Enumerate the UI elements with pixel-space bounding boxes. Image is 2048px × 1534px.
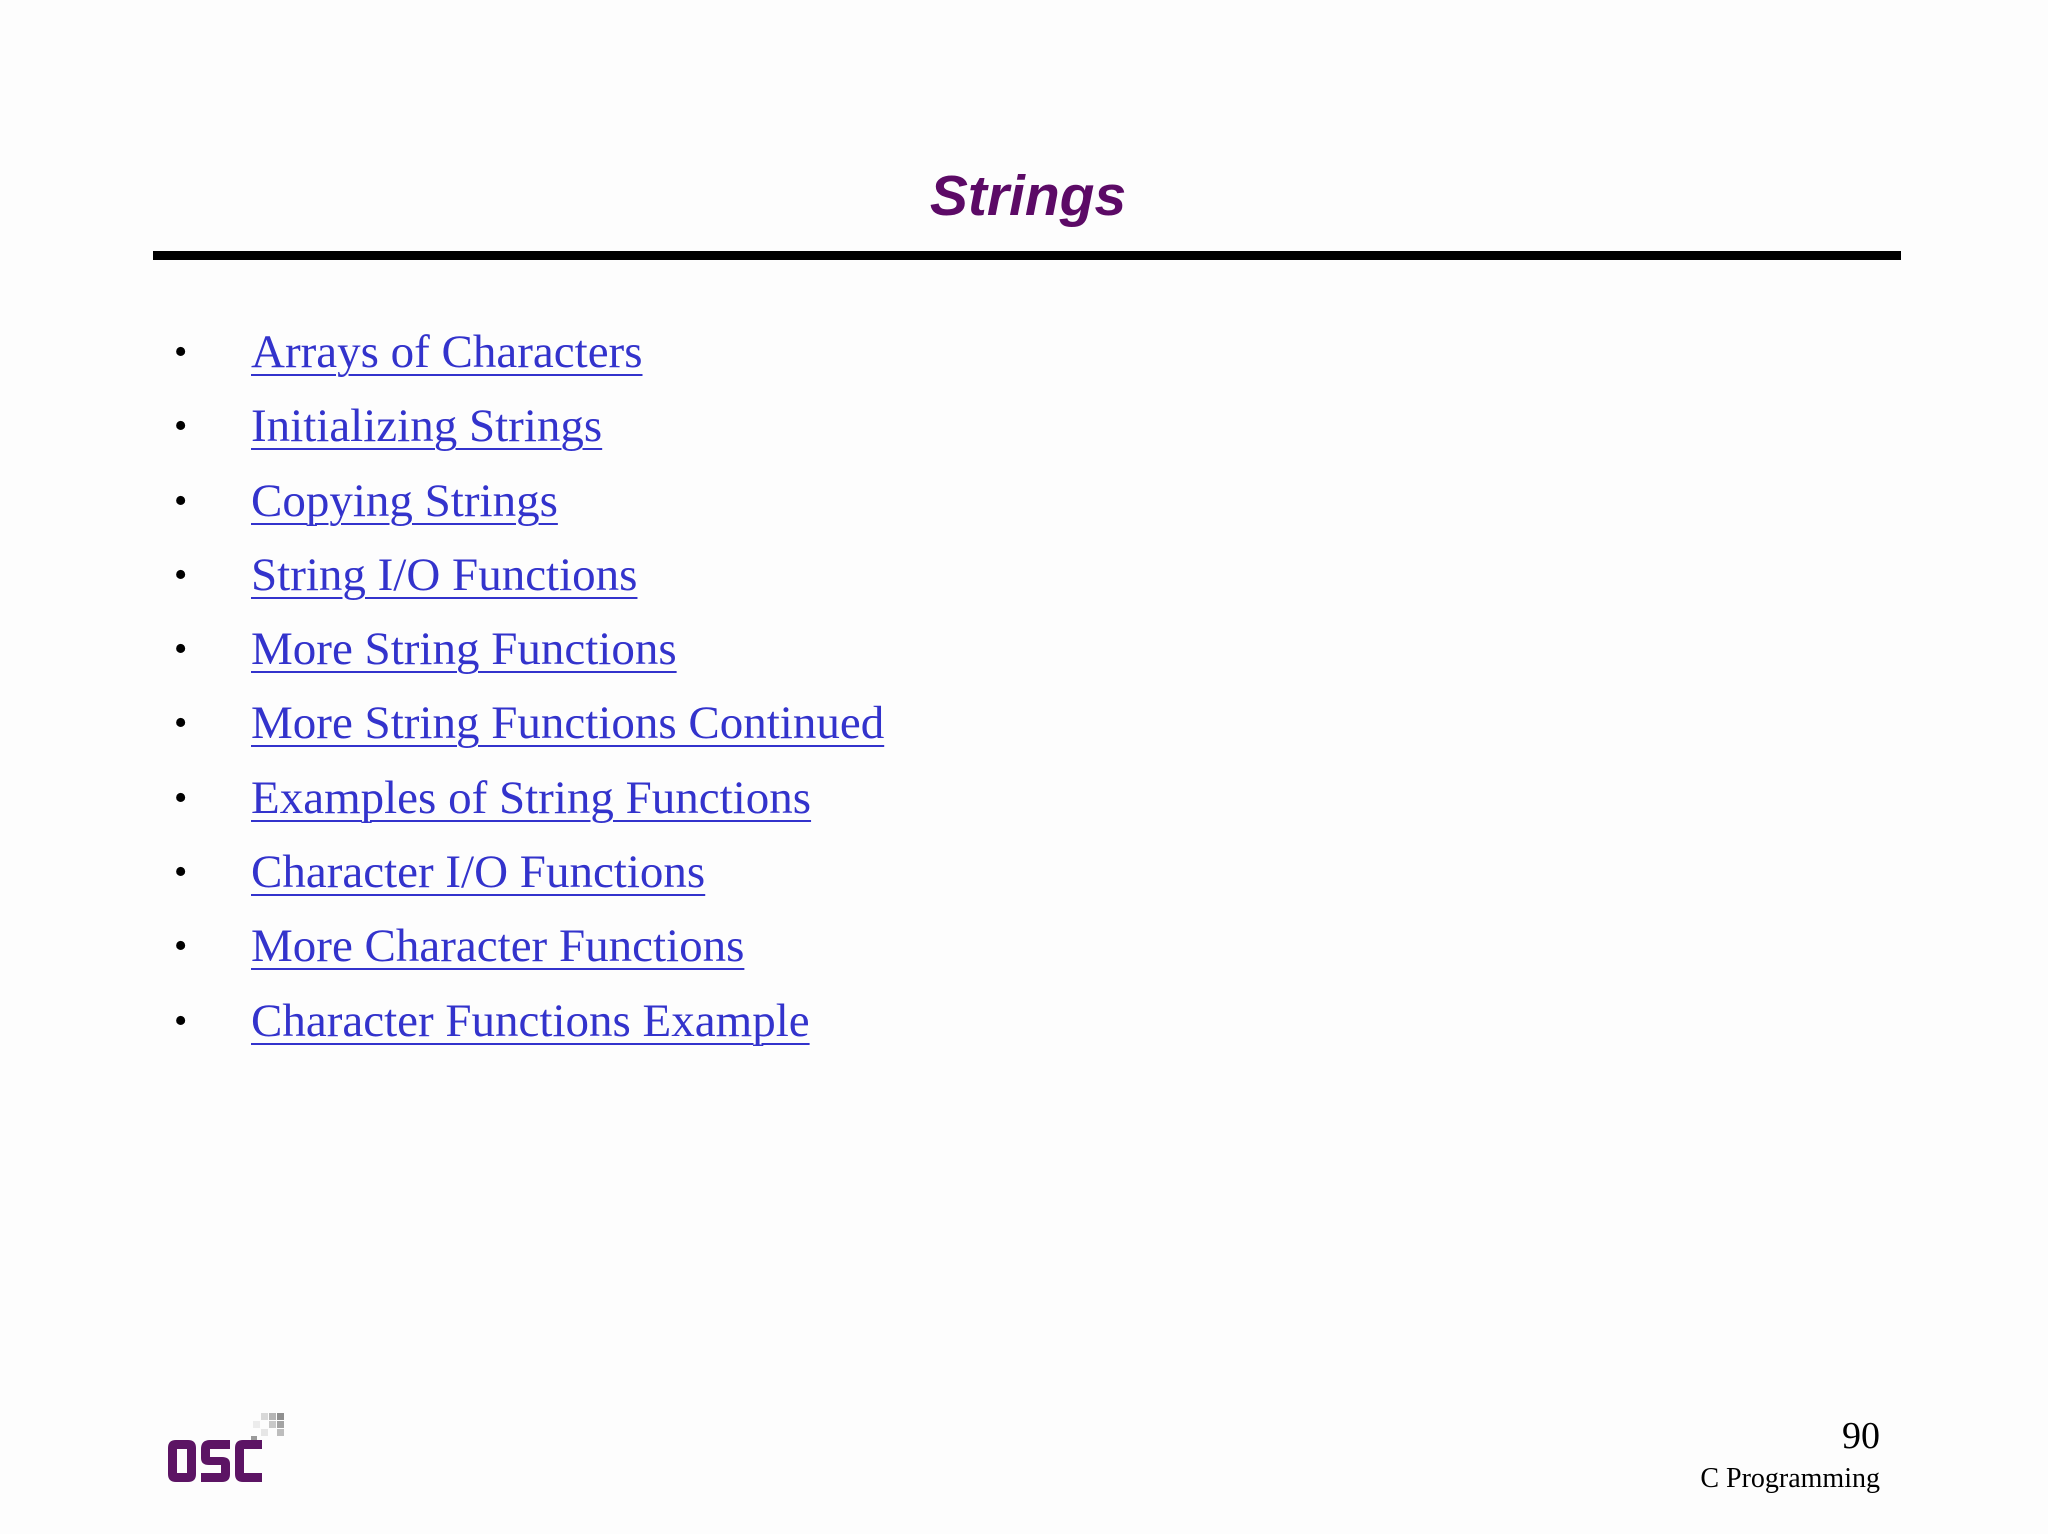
bullet-icon: • [174,331,188,373]
topic-link-arrays-of-characters[interactable]: Arrays of Characters [251,326,643,378]
bullet-icon: • [174,479,188,522]
slide-title: Strings [929,164,1127,228]
bullet-icon: • [174,553,188,596]
bullet-icon: • [174,628,188,671]
logo-pixel-squares [251,1413,284,1442]
topic-link-copying-strings[interactable]: Copying Strings [251,474,558,527]
topic-link-initializing-strings[interactable]: Initializing Strings [251,400,603,453]
bullet-icon: • [174,405,188,448]
topic-link-more-character-functions[interactable]: More Character Functions [251,920,745,973]
bullet-icon: • [174,925,188,968]
topic-link-examples-of-string-functions[interactable]: Examples of String Functions [251,771,812,824]
topic-link-character-functions-example[interactable]: Character Functions Example [251,994,810,1047]
topic-link-character-io-functions[interactable]: Character I/O Functions [251,846,706,899]
bullet-icon: • [174,999,188,1042]
topic-link-string-io-functions[interactable]: String I/O Functions [251,548,638,601]
osc-logo [162,1408,292,1488]
bullet-icon: • [174,776,188,819]
topic-link-more-string-functions-continued[interactable]: More String Functions Continued [251,697,885,750]
course-name: C Programming [1700,1463,1880,1494]
bullet-icon: • [174,702,188,745]
page-number: 90 [1842,1415,1880,1457]
topic-link-more-string-functions[interactable]: More String Functions [251,623,677,676]
title-divider [153,251,1901,260]
bullet-icon: • [174,851,188,894]
